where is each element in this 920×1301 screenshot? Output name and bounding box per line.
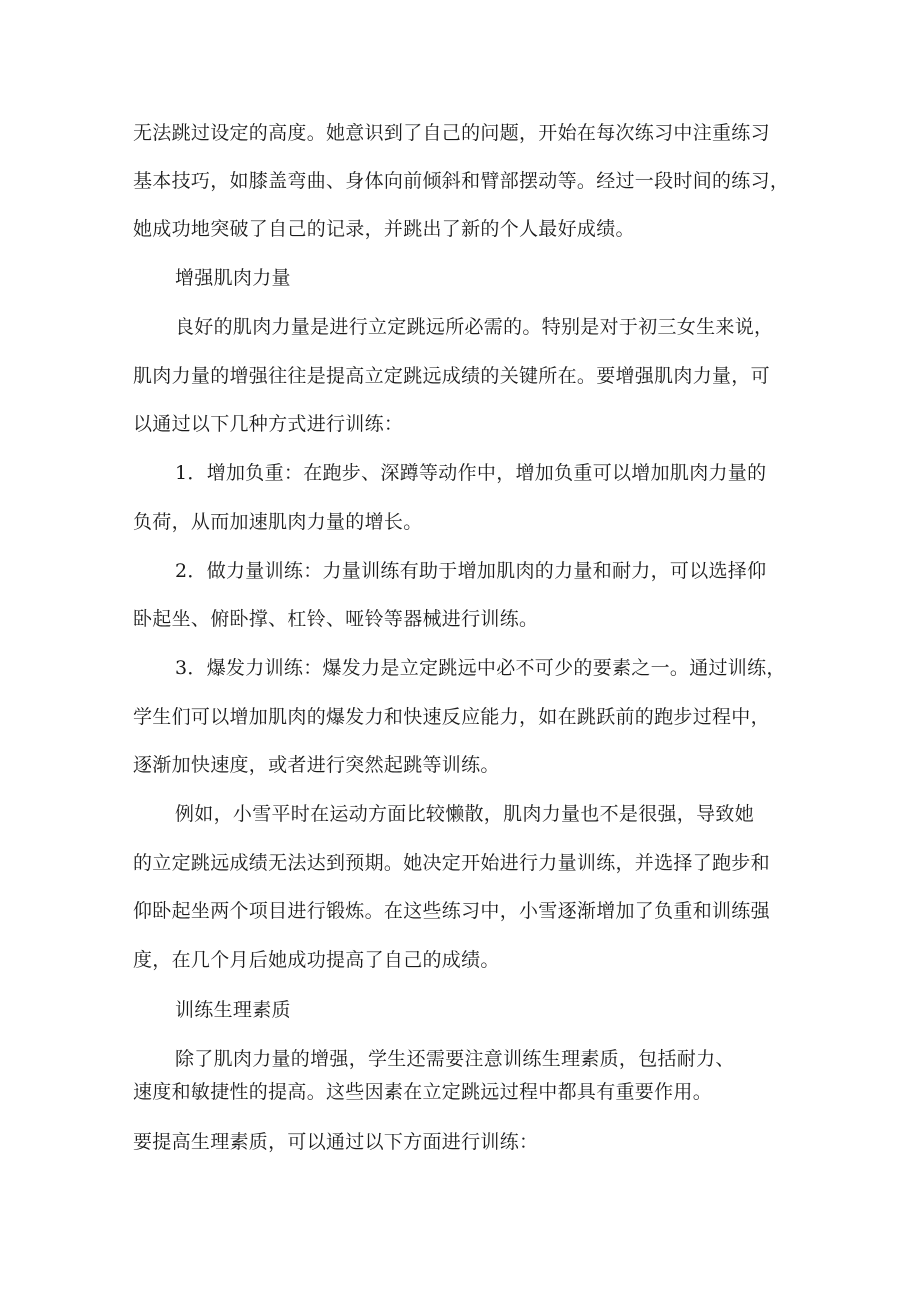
paragraph-line: 要提高生理素质，可以通过以下方面进行训练： [133, 1131, 539, 1153]
list-item-line: 2．做力量训练：力量训练有助于增加肌肉的力量和耐力，可以选择仰 [175, 560, 767, 582]
list-item-line: 学生们可以增加肌肉的爆发力和快速反应能力，如在跳跃前的跑步过程中， [133, 706, 770, 728]
section-heading: 训练生理素质 [175, 999, 291, 1021]
paragraph-line: 速度和敏捷性的提高。这些因素在立定跳远过程中都具有重要作用。 [133, 1081, 713, 1103]
section-heading: 增强肌肉力量 [175, 267, 291, 289]
paragraph-line: 例如，小雪平时在运动方面比较懒散，肌肉力量也不是很强，导致她 [175, 803, 755, 825]
paragraph-line: 以通过以下几种方式进行训练： [133, 413, 404, 435]
paragraph-line: 的立定跳远成绩无法达到预期。她决定开始进行力量训练，并选择了跑步和 [133, 852, 770, 874]
paragraph-line: 无法跳过设定的高度。她意识到了自己的问题，开始在每次练习中注重练习 [133, 122, 770, 144]
paragraph-line: 她成功地突破了自己的记录，并跳出了新的个人最好成绩。 [133, 218, 635, 240]
paragraph-line: 除了肌肉力量的增强，学生还需要注意训练生理素质，包括耐力、 [175, 1048, 735, 1070]
list-item-line: 逐渐加快速度，或者进行突然起跳等训练。 [133, 754, 500, 776]
list-item-line: 负荷，从而加速肌肉力量的增长。 [133, 511, 423, 533]
paragraph-line: 良好的肌肉力量是进行立定跳远所必需的。特别是对于初三女生来说， [175, 316, 774, 338]
list-item-line: 卧起坐、俯卧撑、杠铃、哑铃等器械进行训练。 [133, 608, 539, 630]
paragraph-line: 基本技巧，如膝盖弯曲、身体向前倾斜和臂部摆动等。经过一段时间的练习， [133, 170, 790, 192]
paragraph-line: 度，在几个月后她成功提高了自己的成绩。 [133, 949, 500, 971]
paragraph-line: 肌肉力量的增强往往是提高立定跳远成绩的关键所在。要增强肌肉力量，可 [133, 365, 770, 387]
list-item-line: 1．增加负重：在跑步、深蹲等动作中，增加负重可以增加肌肉力量的 [175, 462, 767, 484]
list-item-line: 3．爆发力训练：爆发力是立定跳远中必不可少的要素之一。通过训练， [175, 657, 786, 679]
paragraph-line: 仰卧起坐两个项目进行锻炼。在这些练习中，小雪逐渐增加了负重和训练强 [133, 900, 770, 922]
